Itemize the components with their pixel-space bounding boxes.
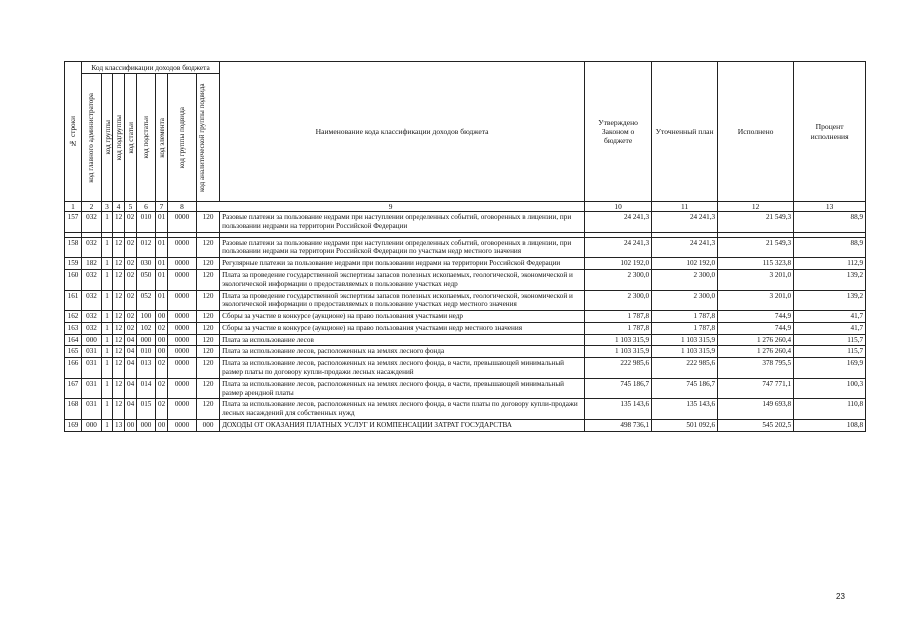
code-article: 02 — [125, 311, 137, 323]
table-row — [65, 311, 866, 323]
executed-value: 378 795,5 — [718, 358, 794, 379]
column-number: 13 — [794, 202, 866, 212]
code-article: 04 — [125, 334, 137, 346]
row-number: 160 — [65, 269, 82, 290]
code-subtype-group: 0000 — [168, 358, 197, 379]
code-analytic: 120 — [197, 322, 220, 334]
code-element: 02 — [156, 358, 168, 379]
code-subgroup: 12 — [113, 378, 125, 399]
code-subarticle: 100 — [137, 311, 156, 323]
row-number: 163 — [65, 322, 82, 334]
table-row — [65, 419, 866, 431]
column-number: 1 — [65, 202, 82, 212]
executed-value: 1 276 260,4 — [718, 334, 794, 346]
refined-value: 1 787,8 — [652, 311, 718, 323]
code-subtype-group: 0000 — [168, 212, 197, 233]
code-subgroup: 12 — [113, 399, 125, 420]
approved-value: 24 241,3 — [585, 212, 652, 233]
code-subarticle: 030 — [137, 258, 156, 270]
code-subtype-group: 0000 — [168, 378, 197, 399]
executed-value: 747 771,1 — [718, 378, 794, 399]
code-subtype-group: 0000 — [168, 311, 197, 323]
table-row — [65, 290, 866, 311]
executed-value: 21 549,3 — [718, 212, 794, 233]
row-number: 161 — [65, 290, 82, 311]
refined-value: 1 787,8 — [652, 322, 718, 334]
code-article: 02 — [125, 212, 137, 233]
code-subarticle: 014 — [137, 378, 156, 399]
percent-value: 88,9 — [794, 212, 866, 233]
code-subgroup: 12 — [113, 237, 125, 258]
refined-value: 102 192,0 — [652, 258, 718, 270]
code-subtype-group: 0000 — [168, 419, 197, 431]
row-name: Плата за проведение государственной экспертизы запасов полезных ископаемых, геологической, экономической и экологической информации о предоставляемых в пользование участках недр — [220, 269, 585, 290]
header-code-subarticle: код подстатьи — [137, 74, 156, 202]
code-subtype-group: 0000 — [168, 237, 197, 258]
executed-value: 21 549,3 — [718, 237, 794, 258]
approved-value: 24 241,3 — [585, 237, 652, 258]
code-subarticle: 000 — [137, 419, 156, 431]
code-group: 1 — [102, 269, 113, 290]
budget-revenue-table — [64, 61, 866, 432]
code-analytic: 120 — [197, 399, 220, 420]
header-code-admin: код главного администратора — [82, 74, 102, 202]
code-admin: 000 — [82, 334, 102, 346]
code-article: 02 — [125, 237, 137, 258]
budget-revenue-page — [64, 61, 866, 432]
header-name: Наименование кода классификации доходов бюджета — [220, 62, 585, 202]
code-element: 02 — [156, 399, 168, 420]
refined-value: 1 103 315,9 — [652, 346, 718, 358]
code-group: 1 — [102, 322, 113, 334]
refined-value: 24 241,3 — [652, 212, 718, 233]
code-subgroup: 12 — [113, 346, 125, 358]
code-admin: 182 — [82, 258, 102, 270]
row-name: Разовые платежи за пользование недрами при наступлении определенных событий, оговоренных в лицензии, при пользовании недрами на территории Российской Федерации — [220, 212, 585, 233]
row-number: 167 — [65, 378, 82, 399]
header-code-analytic: код аналитической группы подвида — [197, 74, 220, 202]
approved-value: 222 985,6 — [585, 358, 652, 379]
code-subtype-group: 0000 — [168, 346, 197, 358]
approved-value: 2 300,0 — [585, 290, 652, 311]
code-group: 1 — [102, 419, 113, 431]
code-subgroup: 12 — [113, 358, 125, 379]
row-number: 169 — [65, 419, 82, 431]
header-code-article: код статьи — [125, 74, 137, 202]
code-element: 01 — [156, 212, 168, 233]
row-name: Плата за проведение государственной экспертизы запасов полезных ископаемых, геологической, экономической и экологической информации о предоставляемых в пользование участках недр местного значения — [220, 290, 585, 311]
code-group: 1 — [102, 237, 113, 258]
code-admin: 031 — [82, 358, 102, 379]
code-group: 1 — [102, 258, 113, 270]
page-number: 23 — [836, 592, 845, 601]
table-row — [65, 399, 866, 420]
code-element: 02 — [156, 378, 168, 399]
code-group: 1 — [102, 311, 113, 323]
refined-value: 501 092,6 — [652, 419, 718, 431]
code-admin: 032 — [82, 290, 102, 311]
table-header — [65, 62, 866, 212]
refined-value: 2 300,0 — [652, 269, 718, 290]
code-analytic: 120 — [197, 258, 220, 270]
row-number: 159 — [65, 258, 82, 270]
code-subarticle: 013 — [137, 358, 156, 379]
percent-value: 115,7 — [794, 346, 866, 358]
code-article: 04 — [125, 358, 137, 379]
code-analytic: 120 — [197, 212, 220, 233]
approved-value: 745 186,7 — [585, 378, 652, 399]
code-analytic: 120 — [197, 269, 220, 290]
column-number: 8 — [168, 202, 197, 212]
row-number: 164 — [65, 334, 82, 346]
code-subgroup: 12 — [113, 322, 125, 334]
code-group: 1 — [102, 358, 113, 379]
code-admin: 031 — [82, 346, 102, 358]
code-subarticle: 012 — [137, 237, 156, 258]
code-subgroup: 12 — [113, 269, 125, 290]
code-article: 04 — [125, 378, 137, 399]
code-group: 1 — [102, 378, 113, 399]
code-group: 1 — [102, 399, 113, 420]
header-code-group: код группы — [102, 74, 113, 202]
row-name: Сборы за участие в конкурсе (аукционе) на право пользования участками недр — [220, 311, 585, 323]
code-element: 01 — [156, 258, 168, 270]
code-element: 00 — [156, 334, 168, 346]
column-number: 6 — [137, 202, 156, 212]
row-name: Сборы за участие в конкурсе (аукционе) на право пользования участками недр местного значения — [220, 322, 585, 334]
table-body — [65, 212, 866, 432]
code-subtype-group: 0000 — [168, 399, 197, 420]
code-subtype-group: 0000 — [168, 290, 197, 311]
executed-value: 149 693,8 — [718, 399, 794, 420]
percent-value: 41,7 — [794, 311, 866, 323]
refined-value: 2 300,0 — [652, 290, 718, 311]
row-number: 166 — [65, 358, 82, 379]
code-subtype-group: 0000 — [168, 334, 197, 346]
code-subarticle: 010 — [137, 346, 156, 358]
code-analytic: 120 — [197, 378, 220, 399]
code-article: 00 — [125, 419, 137, 431]
percent-value: 88,9 — [794, 237, 866, 258]
percent-value: 115,7 — [794, 334, 866, 346]
refined-value: 135 143,6 — [652, 399, 718, 420]
row-name: ДОХОДЫ ОТ ОКАЗАНИЯ ПЛАТНЫХ УСЛУГ И КОМПЕНСАЦИИ ЗАТРАТ ГОСУДАРСТВА — [220, 419, 585, 431]
code-analytic: 000 — [197, 419, 220, 431]
code-article: 02 — [125, 258, 137, 270]
percent-value: 139,2 — [794, 269, 866, 290]
percent-value: 169,9 — [794, 358, 866, 379]
table-row — [65, 334, 866, 346]
code-group: 1 — [102, 290, 113, 311]
code-subarticle: 000 — [137, 334, 156, 346]
approved-value: 102 192,0 — [585, 258, 652, 270]
code-element: 00 — [156, 346, 168, 358]
code-group: 1 — [102, 212, 113, 233]
code-subgroup: 12 — [113, 311, 125, 323]
approved-value: 1 103 315,9 — [585, 334, 652, 346]
column-number: 9 — [197, 202, 585, 212]
row-name: Разовые платежи за пользование недрами при наступлении определенных событий, оговоренных в лицензии, при пользовании недрами на территории Российской Федерации по участкам недр местного значения — [220, 237, 585, 258]
table-row — [65, 237, 866, 258]
header-code-subtype-group: код группы подвида — [168, 74, 197, 202]
header-code-element: код элемента — [156, 74, 168, 202]
code-element: 00 — [156, 419, 168, 431]
row-name: Плата за использование лесов — [220, 334, 585, 346]
row-number: 157 — [65, 212, 82, 233]
percent-value: 100,3 — [794, 378, 866, 399]
code-analytic: 120 — [197, 237, 220, 258]
approved-value: 1 787,8 — [585, 322, 652, 334]
row-number: 162 — [65, 311, 82, 323]
column-number: 12 — [718, 202, 794, 212]
header-classification-group: Код классификации доходов бюджета — [82, 62, 220, 74]
row-name: Плата за использование лесов, расположенных на землях лесного фонда, в части, превышающей минимальный размер арендной платы — [220, 378, 585, 399]
code-article: 04 — [125, 399, 137, 420]
column-number: 3 — [102, 202, 113, 212]
table-row — [65, 358, 866, 379]
column-number: 11 — [652, 202, 718, 212]
approved-value: 1 787,8 — [585, 311, 652, 323]
code-subgroup: 12 — [113, 258, 125, 270]
code-admin: 032 — [82, 269, 102, 290]
percent-value: 112,9 — [794, 258, 866, 270]
refined-value: 24 241,3 — [652, 237, 718, 258]
table-row — [65, 378, 866, 399]
code-admin: 031 — [82, 378, 102, 399]
code-article: 02 — [125, 269, 137, 290]
code-element: 01 — [156, 237, 168, 258]
percent-value: 108,8 — [794, 419, 866, 431]
percent-value: 139,2 — [794, 290, 866, 311]
row-name: Плата за использование лесов, расположенных на землях лесного фонда — [220, 346, 585, 358]
row-number: 165 — [65, 346, 82, 358]
header-approved: Утверждено Законом о бюджете — [585, 62, 652, 202]
column-number: 10 — [585, 202, 652, 212]
code-element: 01 — [156, 269, 168, 290]
refined-value: 1 103 315,9 — [652, 334, 718, 346]
code-subgroup: 12 — [113, 290, 125, 311]
code-subgroup: 12 — [113, 212, 125, 233]
table-row — [65, 258, 866, 270]
column-number: 2 — [82, 202, 102, 212]
code-analytic: 120 — [197, 346, 220, 358]
code-article: 04 — [125, 346, 137, 358]
code-admin: 032 — [82, 311, 102, 323]
row-number: 158 — [65, 237, 82, 258]
header-row-number: № строки — [65, 62, 82, 202]
code-element: 00 — [156, 311, 168, 323]
code-subgroup: 12 — [113, 334, 125, 346]
refined-value: 222 985,6 — [652, 358, 718, 379]
code-analytic: 120 — [197, 311, 220, 323]
row-name: Плата за использование лесов, расположенных на землях лесного фонда, в части платы по договору купли-продажи лесных насаждений для собственных нужд — [220, 399, 585, 420]
code-admin: 032 — [82, 322, 102, 334]
code-subarticle: 050 — [137, 269, 156, 290]
header-code-subgroup: код подгруппы — [113, 74, 125, 202]
column-number: 4 — [113, 202, 125, 212]
executed-value: 744,9 — [718, 311, 794, 323]
executed-value: 1 276 260,4 — [718, 346, 794, 358]
percent-value: 41,7 — [794, 322, 866, 334]
code-admin: 031 — [82, 399, 102, 420]
approved-value: 135 143,6 — [585, 399, 652, 420]
code-group: 1 — [102, 346, 113, 358]
executed-value: 3 201,0 — [718, 290, 794, 311]
table-row — [65, 322, 866, 334]
column-number: 7 — [156, 202, 168, 212]
row-name: Регулярные платежи за пользование недрами при пользовании недрами на территории Российской Федерации — [220, 258, 585, 270]
code-group: 1 — [102, 334, 113, 346]
row-number: 168 — [65, 399, 82, 420]
row-name: Плата за использование лесов, расположенных на землях лесного фонда, в части, превышающей минимальный размер платы по договору купли-продажи лесных насаждений — [220, 358, 585, 379]
refined-value: 745 186,7 — [652, 378, 718, 399]
column-number-row — [65, 202, 866, 212]
code-article: 02 — [125, 290, 137, 311]
code-subarticle: 015 — [137, 399, 156, 420]
column-number: 5 — [125, 202, 137, 212]
code-subtype-group: 0000 — [168, 258, 197, 270]
executed-value: 115 323,8 — [718, 258, 794, 270]
executed-value: 3 201,0 — [718, 269, 794, 290]
header-refined: Уточненный план — [652, 62, 718, 202]
code-analytic: 120 — [197, 358, 220, 379]
code-subarticle: 102 — [137, 322, 156, 334]
table-row — [65, 212, 866, 233]
code-admin: 000 — [82, 419, 102, 431]
code-analytic: 120 — [197, 290, 220, 311]
code-element: 02 — [156, 322, 168, 334]
table-row — [65, 269, 866, 290]
percent-value: 110,8 — [794, 399, 866, 420]
code-subtype-group: 0000 — [168, 322, 197, 334]
code-subarticle: 010 — [137, 212, 156, 233]
header-executed: Исполнено — [718, 62, 794, 202]
table-row — [65, 346, 866, 358]
approved-value: 1 103 315,9 — [585, 346, 652, 358]
code-admin: 032 — [82, 212, 102, 233]
code-subtype-group: 0000 — [168, 269, 197, 290]
code-admin: 032 — [82, 237, 102, 258]
approved-value: 2 300,0 — [585, 269, 652, 290]
approved-value: 498 736,1 — [585, 419, 652, 431]
code-subgroup: 13 — [113, 419, 125, 431]
executed-value: 744,9 — [718, 322, 794, 334]
code-element: 01 — [156, 290, 168, 311]
code-subarticle: 052 — [137, 290, 156, 311]
code-article: 02 — [125, 322, 137, 334]
executed-value: 545 202,5 — [718, 419, 794, 431]
code-analytic: 120 — [197, 334, 220, 346]
header-percent: Процент исполнения — [794, 62, 866, 202]
